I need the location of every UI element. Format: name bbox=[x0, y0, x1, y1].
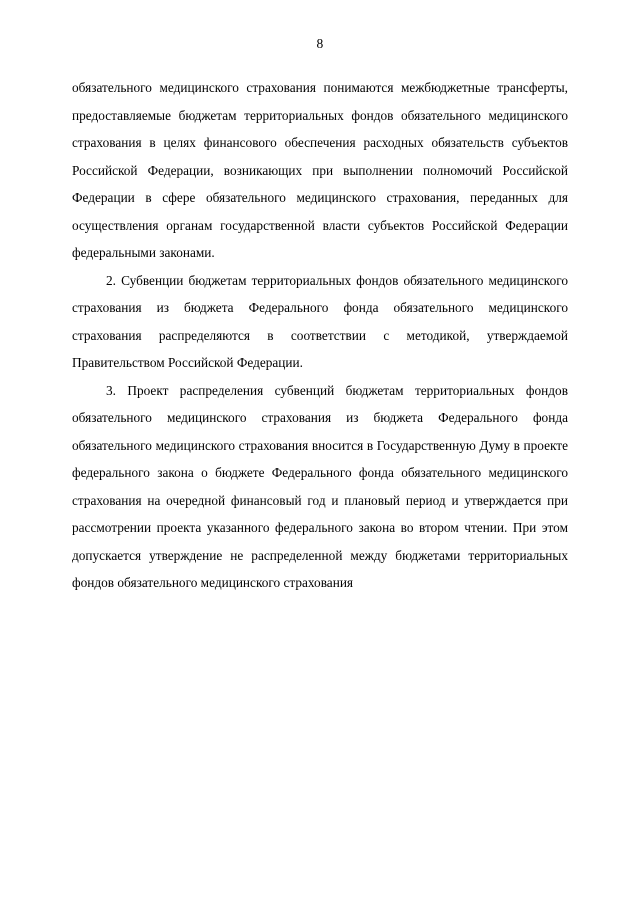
document-body bbox=[72, 74, 568, 597]
paragraph-2: 2. Субвенции бюджетам территориальных фондов обязательного медицинского страхования из бюджета Федерального фонда обязательного медицинского страхования распределяются в соответствии с методикой, утверждаемой Правительством Российской Федерации. bbox=[72, 272, 568, 371]
paragraph-1: обязательного медицинского страхования понимаются межбюджетные трансферты, предоставляемые бюджетам территориальных фондов обязательного медицинского страхования в целях финансового обеспечения расходных обязательств субъектов Российской Федерации, возникающих при выполнении полномочий Российской Федерации в сфере обязательного медицинского страхования, переданных для осуществления органам государственной власти субъектов Российской Федерации федеральными законами. bbox=[72, 80, 568, 261]
page-number: 8 bbox=[316, 36, 324, 51]
paragraph-3: 3. Проект распределения субвенций бюджетам территориальных фондов обязательного медицинского страхования из бюджета Федерального фонда обязательного медицинского страхования вносится в Государственную Думу в проекте федерального закона о бюджете Федерального фонда обязательного медицинского страхования на очередной финансовый год и плановый период и утверждается при рассмотрении проекта указанного федерального закона во втором чтении. При этом допускается утверждение не распределенной между бюджетами территориальных фондов обязательного медицинского страхования bbox=[72, 382, 568, 591]
